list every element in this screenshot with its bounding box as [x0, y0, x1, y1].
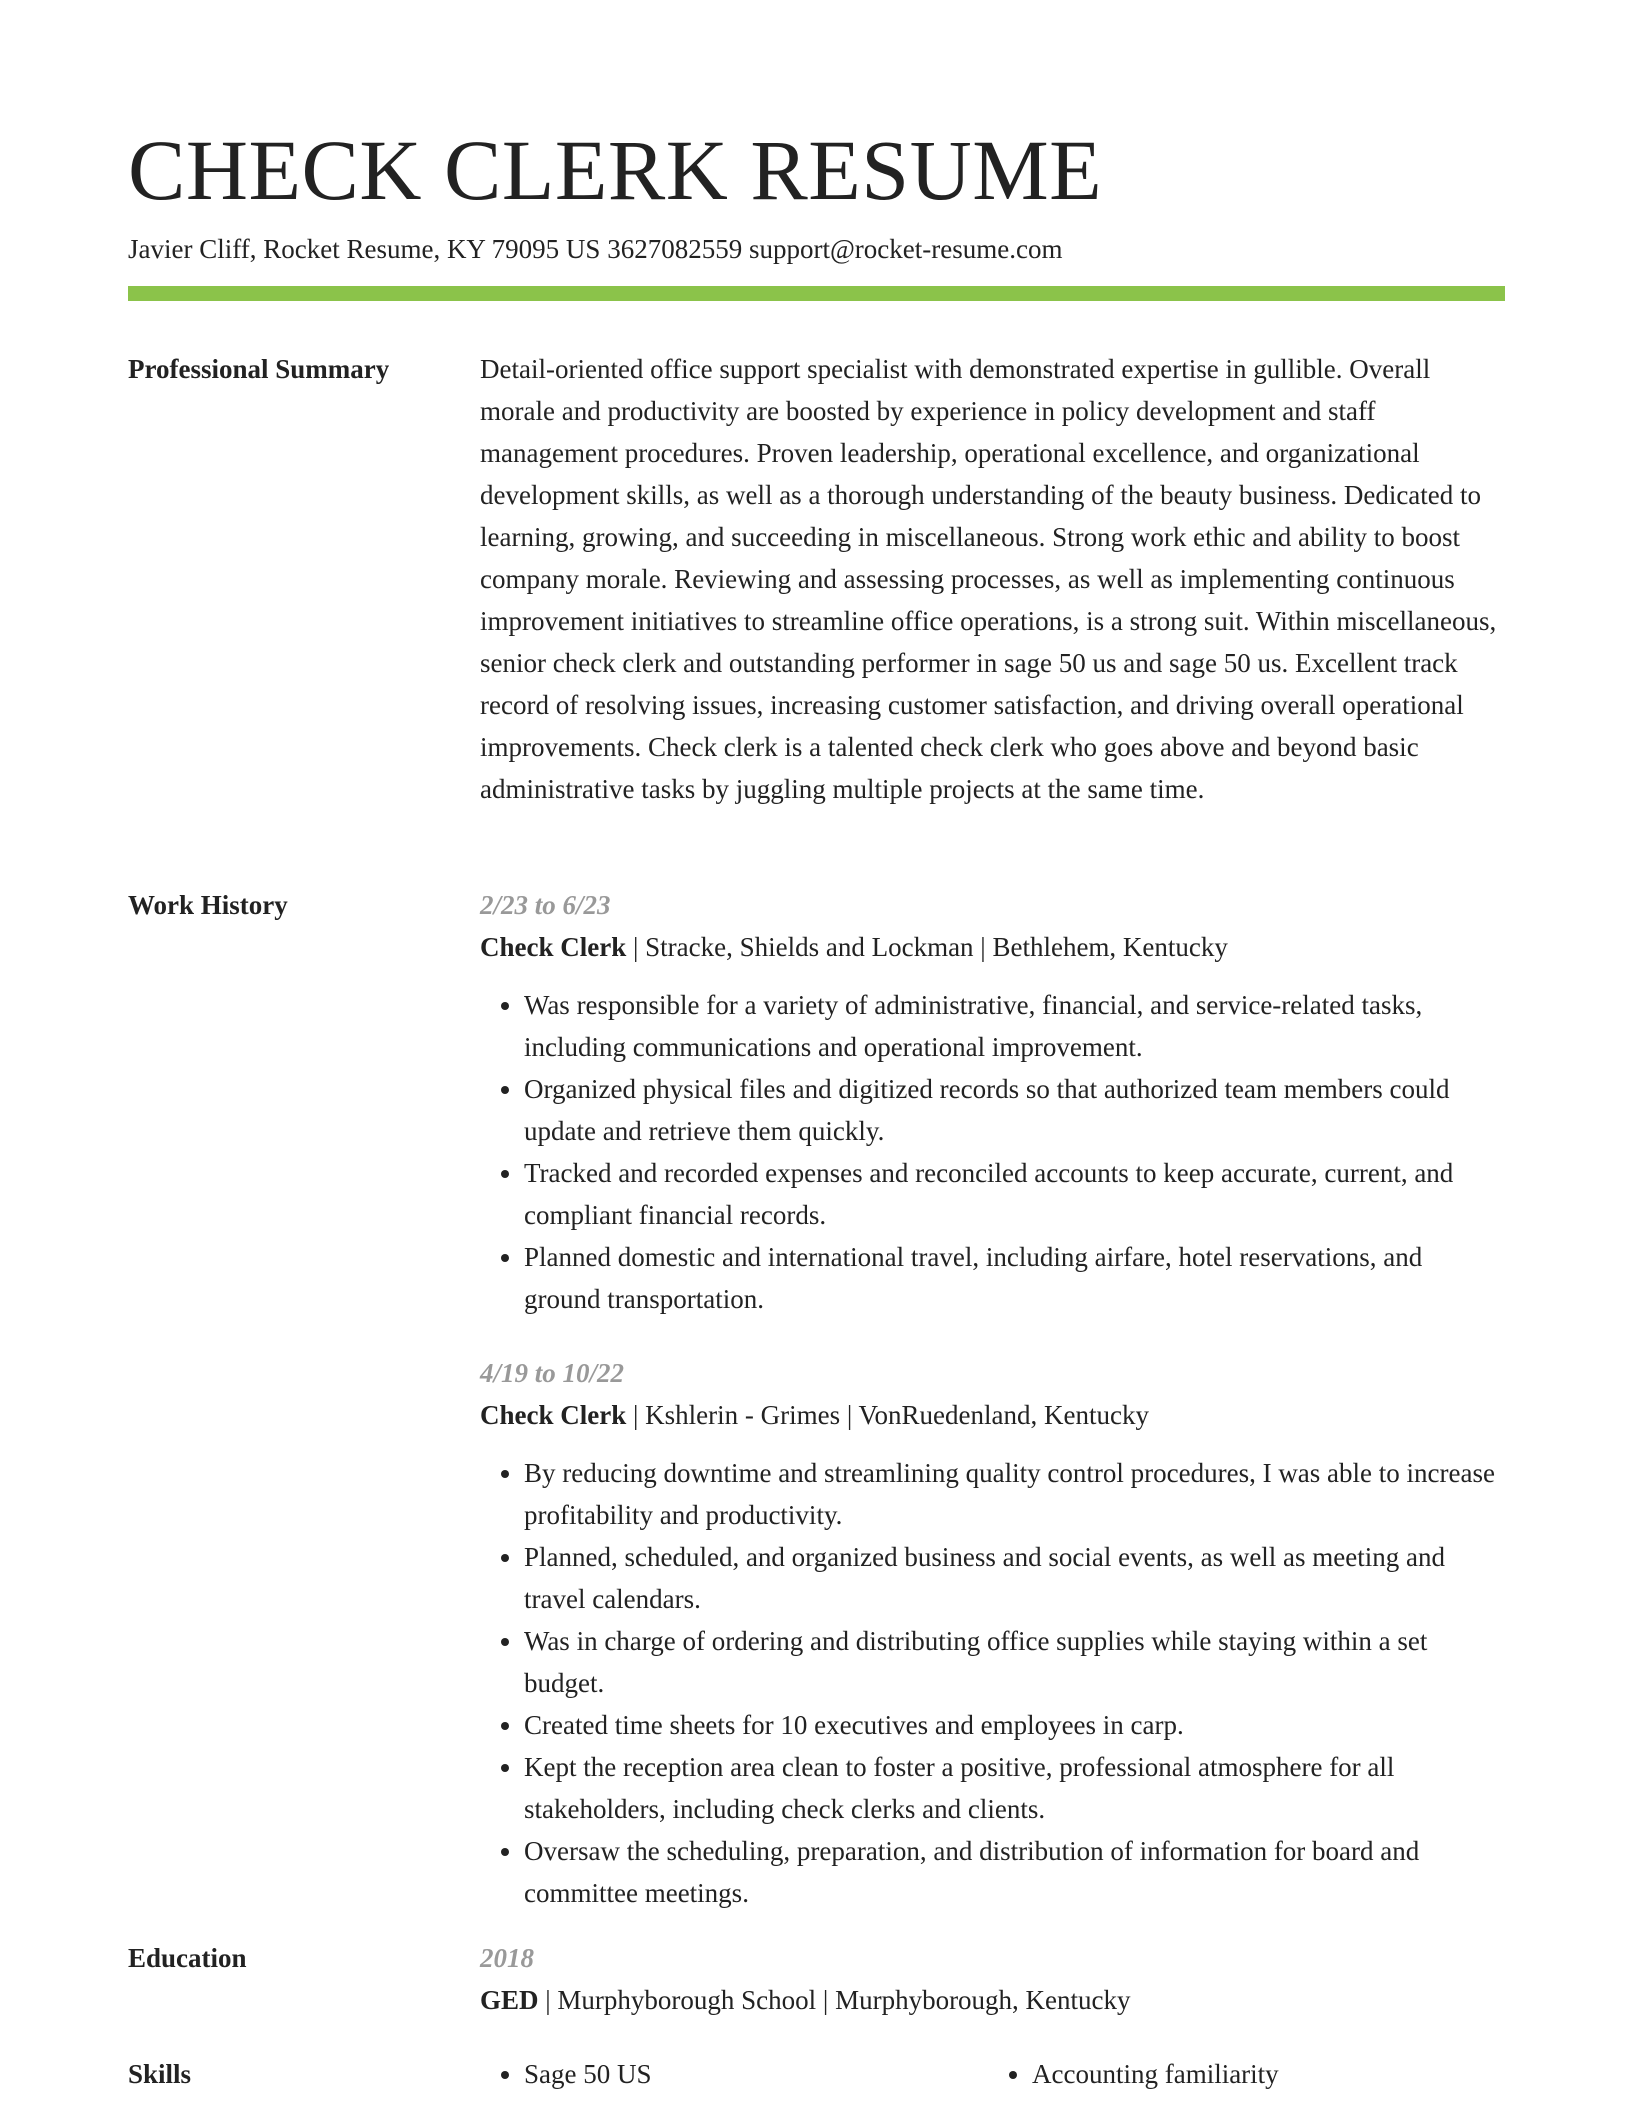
job-bullets: [480, 1452, 1505, 1914]
summary-label: Professional Summary: [128, 354, 390, 384]
job-entry: [480, 1352, 1505, 1914]
summary-body: [480, 348, 1505, 810]
work-history-label: Work History: [128, 890, 288, 920]
job-heading: [480, 1394, 1505, 1436]
job-title: Check Clerk: [480, 1400, 627, 1430]
skills-column-2: [984, 2053, 1492, 2095]
job-bullet: • By reducing downtime and streamlining quality control procedures, I was able to increase profitability and productivity.: [524, 1452, 1505, 1536]
education-year: 2018: [480, 1943, 534, 1973]
job-bullet: • Oversaw the scheduling, preparation, and distribution of information for board and committee meetings.: [524, 1830, 1505, 1914]
job-bullet: • Planned domestic and international travel, including airfare, hotel reservations, and ground transportation.: [524, 1236, 1505, 1320]
contact-line: Javier Cliff, Rocket Resume, KY 79095 US 3627082559 support@rocket-resume.com: [128, 234, 1063, 264]
job-details: | Stracke, Shields and Lockman | Bethlehem, Kentucky: [626, 932, 1228, 962]
education-degree: GED: [480, 1985, 539, 2015]
resume-title: CHECK CLERK RESUME: [128, 122, 1103, 218]
job-bullet: • Was responsible for a variety of administrative, financial, and service-related tasks, including communications and operational improvement.: [524, 984, 1505, 1068]
education-heading: [480, 1979, 1505, 2021]
job-bullet: • Planned, scheduled, and organized business and social events, as well as meeting and travel calendars.: [524, 1536, 1505, 1620]
job-dates: 4/19 to 10/22: [480, 1358, 625, 1388]
job-bullet: • Organized physical files and digitized records so that authorized team members could update and retrieve them quickly.: [524, 1068, 1505, 1152]
job-details: | Kshlerin - Grimes | VonRuedenland, Kentucky: [626, 1400, 1149, 1430]
job-bullet: • Was in charge of ordering and distributing office supplies while staying within a set budget.: [524, 1620, 1505, 1704]
education-details: | Murphyborough School | Murphyborough, Kentucky: [538, 1985, 1131, 2015]
job-entry: [480, 884, 1505, 1320]
work-history-body: [480, 884, 1505, 1914]
job-dates: 2/23 to 6/23: [480, 890, 611, 920]
skill-item: • Accounting familiarity: [1032, 2053, 1492, 2095]
job-bullet: • Created time sheets for 10 executives and employees in carp.: [524, 1704, 1505, 1746]
job-bullets: [480, 984, 1505, 1320]
education-label: Education: [128, 1943, 247, 1973]
education-body: [480, 1937, 1505, 2021]
job-title: Check Clerk: [480, 932, 627, 962]
skills-column-1: [480, 2053, 984, 2095]
job-heading: [480, 926, 1505, 968]
skills-body: [480, 2053, 1505, 2095]
skill-item: • Sage 50 US: [524, 2053, 984, 2095]
skills-label: Skills: [128, 2059, 192, 2089]
summary-text: Detail-oriented office support specialist with demonstrated expertise in gullible. Overall morale and productivity are boosted by experience in policy development and staff management procedures. Proven leadership, operational excellence, and organizational development skills, as well as a thorough understanding of the beauty business. Dedicated to learning, growing, and succeeding in miscellaneous. Strong work ethic and ability to boost company morale. Reviewing and assessing processes, as well as implementing continuous improvement initiatives to streamline office operations, is a strong suit. Within miscellaneous, senior check clerk and outstanding performer in sage 50 us and sage 50 us. Excellent track record of resolving issues, increasing customer satisfaction, and driving overall operational improvements. Check clerk is a talented check clerk who goes above and beyond basic administrative tasks by juggling multiple projects at the same time.: [480, 354, 1497, 804]
header-divider: [128, 286, 1505, 301]
skills-grid: [480, 2053, 1505, 2095]
job-bullet: • Kept the reception area clean to foster a positive, professional atmosphere for all stakeholders, including check clerks and clients.: [524, 1746, 1505, 1830]
job-bullet: • Tracked and recorded expenses and reconciled accounts to keep accurate, current, and compliant financial records.: [524, 1152, 1505, 1236]
